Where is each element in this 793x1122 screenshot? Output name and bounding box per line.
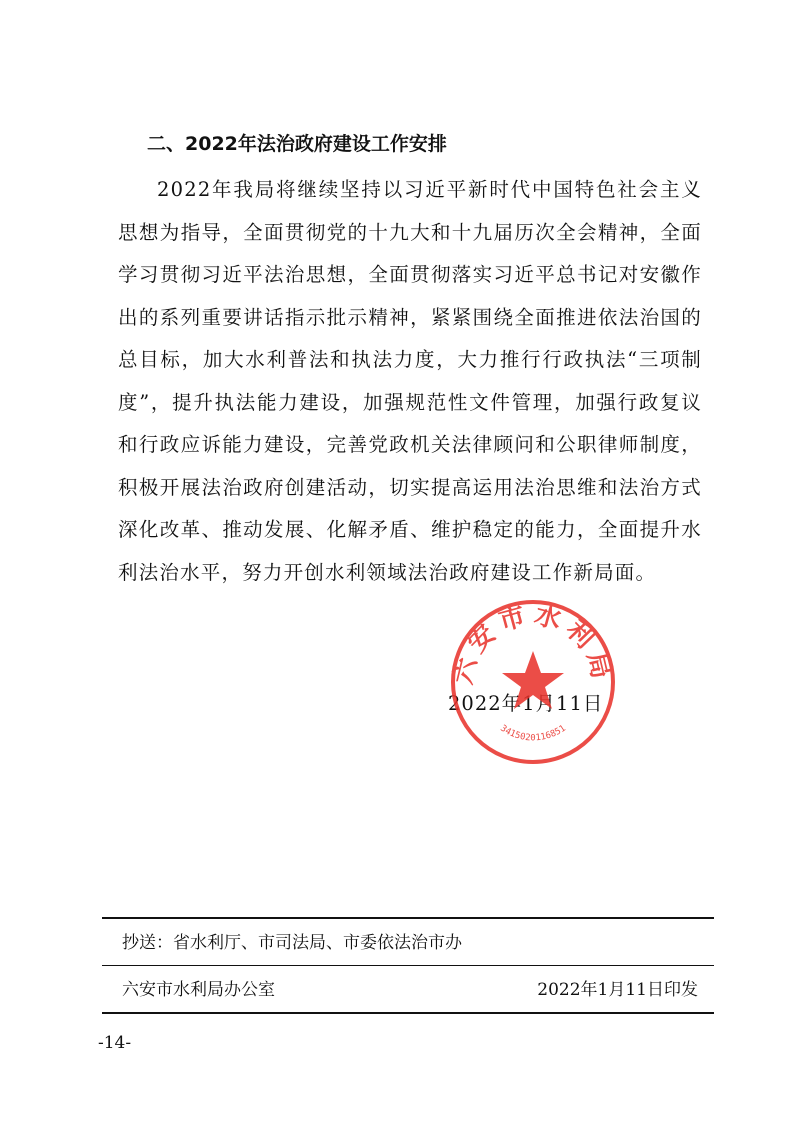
seal-name-text: 六安市水利局 bbox=[448, 599, 618, 688]
page-number: -14- bbox=[98, 1033, 132, 1053]
footer-rule-middle bbox=[102, 965, 714, 966]
issue-date: 2022年1月11日印发 bbox=[537, 980, 698, 1000]
footer-rule-bottom bbox=[102, 1012, 714, 1014]
cc-line: 抄送：省水利厅、市司法局、市委依法治市办 bbox=[122, 933, 462, 953]
seal-star-icon bbox=[502, 651, 564, 709]
section-body: 2022年我局将继续坚持以习近平新时代中国特色社会主义思想为指导，全面贯彻党的十九大和十九届历次全会精神，全面学习贯彻习近平法治思想，全面贯彻落实习近平总书记对安徽作出的系列重要讲话指示批示精神，紧紧围绕全面推进依法治国的总目标，加大水利普法和执法力度，大力推行行政执法“三项制度”，提升执法能力建设，加强规范性文件管理，加强行政复议和行政应诉能力建设，完善党政机关法律顾问和公职律师制度，积极开展法治政府创建活动，切实提高运用法治思维和法治方式深化改革、推动发展、化解矛盾、维护稳定的能力，全面提升水利法治水平，努力开创水利领域法治政府建设工作新局面。 bbox=[118, 178, 702, 584]
section-heading: 二、2022年法治政府建设工作安排 bbox=[147, 133, 447, 155]
official-seal bbox=[448, 597, 618, 767]
signature-date: 2022年1月11日 bbox=[448, 692, 604, 715]
footer-rule-top bbox=[102, 917, 714, 919]
seal-serial-text: 3415020116851 bbox=[498, 723, 568, 744]
issuer-office: 六安市水利局办公室 bbox=[122, 980, 275, 1000]
